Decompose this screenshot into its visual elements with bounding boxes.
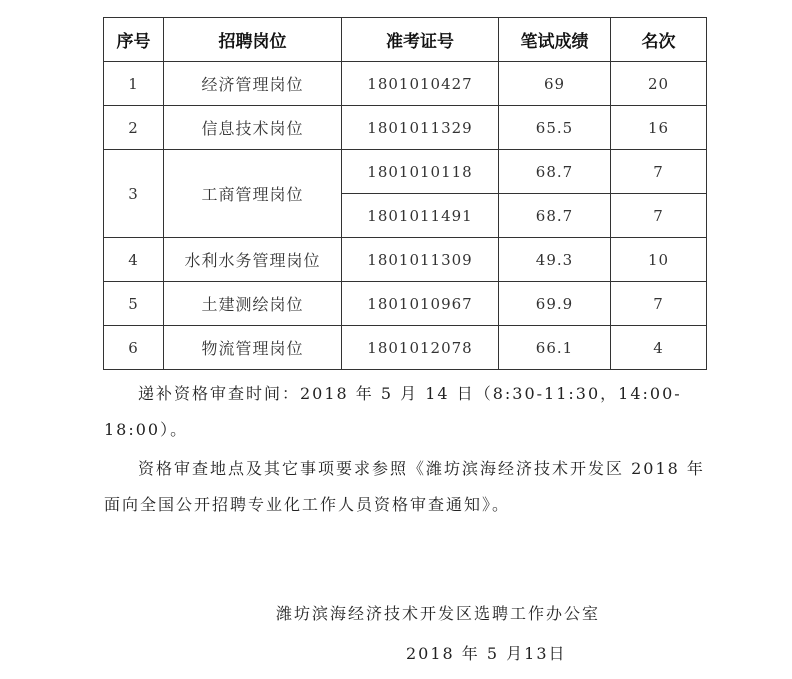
cell-rank: 7 [611,194,707,238]
cell-no: 1 [104,62,164,106]
cell-no: 6 [104,326,164,370]
cell-no: 5 [104,282,164,326]
table-row [104,238,707,282]
cell-score: 69.9 [499,282,611,326]
cell-rank: 4 [611,326,707,370]
cell-ticket: 1801011491 [342,194,499,238]
table-row [104,326,707,370]
cell-ticket: 1801011309 [342,238,499,282]
cell-position: 信息技术岗位 [164,106,342,150]
cell-position: 土建测绘岗位 [164,282,342,326]
cell-score: 69 [499,62,611,106]
cell-no: 2 [104,106,164,150]
header-ticket: 准考证号 [342,18,499,62]
review-place-paragraph: 资格审查地点及其它事项要求参照《潍坊滨海经济技术开发区 2018 年面向全国公开招聘专业化工作人员资格审查通知》。 [104,459,705,514]
cell-score: 68.7 [499,194,611,238]
cell-score: 49.3 [499,238,611,282]
header-score: 笔试成绩 [499,18,611,62]
cell-ticket: 1801011329 [342,106,499,150]
header-no: 序号 [104,18,164,62]
cell-ticket: 1801010118 [342,150,499,194]
table-row [104,106,707,150]
header-rank: 名次 [611,18,707,62]
header-position: 招聘岗位 [164,18,342,62]
table-header-row [104,18,707,62]
table-row [104,150,707,194]
cell-score: 65.5 [499,106,611,150]
table-row [104,62,707,106]
cell-score: 66.1 [499,326,611,370]
table-row [104,282,707,326]
cell-rank: 10 [611,238,707,282]
cell-no: 4 [104,238,164,282]
cell-rank: 16 [611,106,707,150]
cell-ticket: 1801012078 [342,326,499,370]
cell-ticket: 1801010427 [342,62,499,106]
cell-ticket: 1801010967 [342,282,499,326]
cell-rank: 7 [611,282,707,326]
signature-date: 2018 年 5 月13日 [406,644,567,663]
cell-position: 工商管理岗位 [164,150,342,238]
cell-no: 3 [104,150,164,238]
cell-rank: 7 [611,150,707,194]
cell-position: 水利水务管理岗位 [164,238,342,282]
cell-position: 经济管理岗位 [164,62,342,106]
score-table [103,17,707,370]
cell-score: 68.7 [499,150,611,194]
cell-rank: 20 [611,62,707,106]
cell-position: 物流管理岗位 [164,326,342,370]
review-time-paragraph: 递补资格审查时间：2018 年 5 月 14 日（8:30-11:30，14:00-18:00）。 [104,384,682,439]
signature-org: 潍坊滨海经济技术开发区选聘工作办公室 [276,604,601,623]
